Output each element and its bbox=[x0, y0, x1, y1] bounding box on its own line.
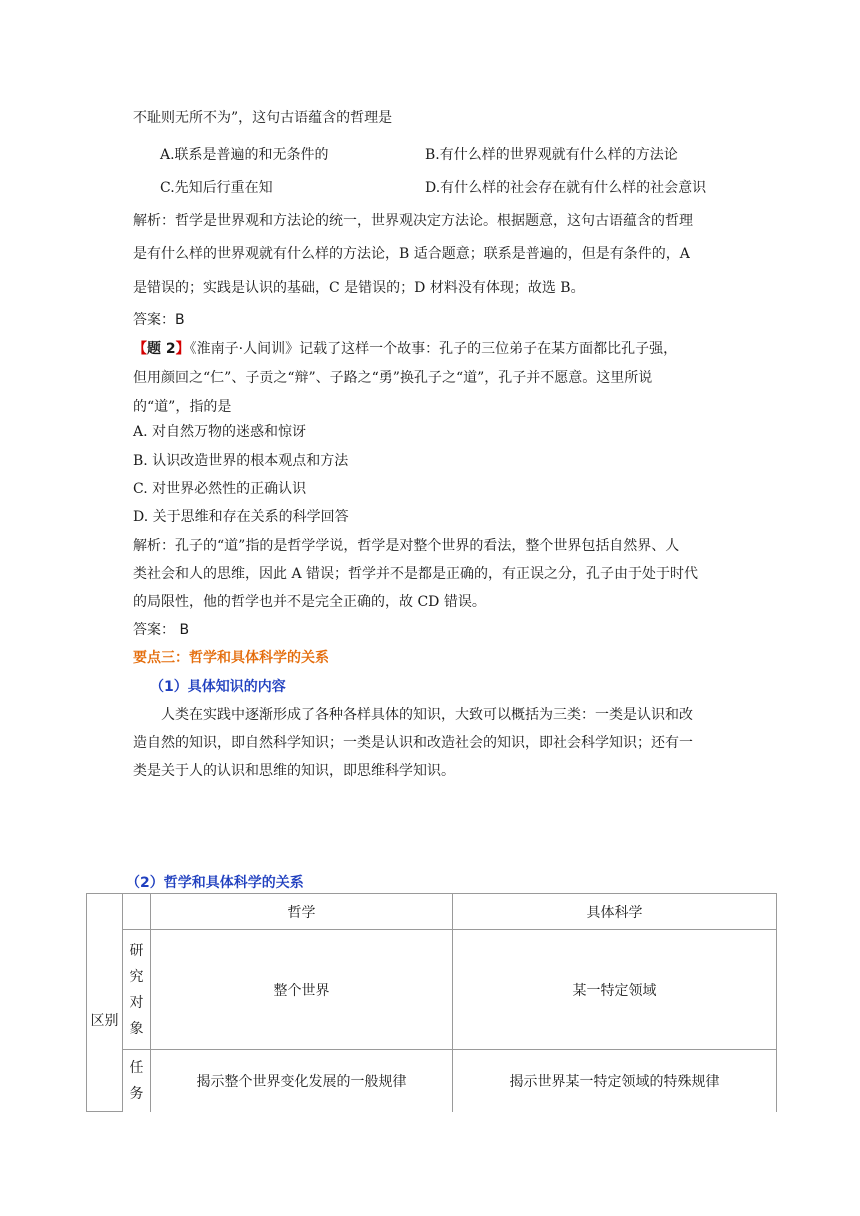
table-corner-cell bbox=[87, 894, 123, 930]
q1-option-b: B.有什么样的世界观就有什么样的方法论 bbox=[425, 147, 678, 163]
row-label-char: 究 bbox=[129, 968, 144, 985]
q2-stem-text-1: 《淮南子·人间训》记载了这样一个故事：孔子的三位弟子在某方面都比孔子强， bbox=[189, 341, 678, 357]
q1-option-d: D.有什么样的社会存在就有什么样的社会意识 bbox=[425, 180, 707, 196]
subheading-1: （1）具体知识的内容 bbox=[150, 679, 286, 695]
q1-answer: 答案：B bbox=[133, 312, 185, 328]
q2-stem-line-2: 但用颜回之“仁”、子贡之“辩”、子路之“勇”换孔子之“道”，孔子并不愿意。这里所说 bbox=[133, 370, 653, 386]
q2-analysis-line-1: 解析：孔子的“道”指的是哲学学说，哲学是对整个世界的看法，整个世界包括自然界、人 bbox=[133, 538, 680, 554]
table-row bbox=[87, 1050, 777, 1112]
q1-analysis-line-2: 是有什么样的世界观就有什么样的方法论，B 适合题意；联系是普遍的，但是有条件的，A bbox=[133, 246, 690, 262]
comparison-table bbox=[86, 893, 777, 1112]
q1-analysis-line-3: 是错误的；实践是认识的基础，C 是错误的；D 材料没有体现；故选 B。 bbox=[133, 280, 585, 296]
q2-answer: 答案： B bbox=[133, 622, 190, 638]
q2-option-a: A. 对自然万物的迷惑和惊讶 bbox=[133, 424, 307, 440]
row-label-char: 务 bbox=[129, 1085, 144, 1102]
section-heading: 要点三：哲学和具体科学的关系 bbox=[133, 650, 329, 666]
table-header-row bbox=[87, 894, 777, 930]
row-label-char: 研 bbox=[129, 942, 144, 959]
q1-option-a: A.联系是普遍的和无条件的 bbox=[160, 147, 329, 163]
cell-philosophy-task: 揭示整个世界变化发展的一般规律 bbox=[151, 1050, 453, 1112]
q2-option-b: B. 认识改造世界的根本观点和方法 bbox=[133, 453, 349, 469]
q2-stem-line-3: 的“道”，指的是 bbox=[133, 399, 232, 415]
q2-tag-label: 题 2 bbox=[147, 341, 176, 357]
row-label-char: 象 bbox=[129, 1020, 144, 1037]
row-label-task bbox=[123, 1050, 151, 1112]
header-philosophy: 哲学 bbox=[151, 894, 453, 930]
q2-analysis-line-3: 的局限性，他的哲学也并不是完全正确的，故 CD 错误。 bbox=[133, 594, 486, 610]
subheading-2: （2）哲学和具体科学的关系 bbox=[126, 875, 304, 891]
table-row bbox=[87, 930, 777, 1050]
q2-option-d: D. 关于思维和存在关系的科学回答 bbox=[133, 509, 349, 525]
q2-option-c: C. 对世界必然性的正确认识 bbox=[133, 481, 307, 497]
cell-science-object: 某一特定领域 bbox=[453, 930, 777, 1050]
cell-philosophy-object: 整个世界 bbox=[151, 930, 453, 1050]
q2-tag-close: 】 bbox=[175, 341, 190, 357]
header-science: 具体科学 bbox=[453, 894, 777, 930]
row-label-research-object bbox=[123, 930, 151, 1050]
q1-option-c: C.先知后行重在知 bbox=[160, 180, 273, 196]
cell-science-task: 揭示世界某一特定领域的特殊规律 bbox=[453, 1050, 777, 1112]
q2-tag-open: 【 bbox=[133, 341, 147, 357]
row-label-char: 对 bbox=[129, 994, 144, 1011]
q2-analysis-line-2: 类社会和人的思维，因此 A 错误；哲学并不是都是正确的，有正误之分，孔子由于处于时代 bbox=[133, 566, 699, 582]
paragraph-line-1: 人类在实践中逐渐形成了各种各样具体的知识，大致可以概括为三类：一类是认识和改 bbox=[161, 707, 693, 723]
group-label: 区别 bbox=[87, 930, 123, 1112]
q1-analysis-line-1: 解析：哲学是世界观和方法论的统一，世界观决定方法论。根据题意，这句古语蕴含的哲理 bbox=[133, 213, 693, 229]
row-label-char: 任 bbox=[129, 1059, 144, 1076]
paragraph-line-3: 类是关于人的认识和思维的知识，即思维科学知识。 bbox=[133, 763, 455, 779]
paragraph-line-2: 造自然的知识，即自然科学知识；一类是认识和改造社会的知识，即社会科学知识；还有一 bbox=[133, 735, 693, 751]
q2-stem-line-1 bbox=[133, 339, 677, 359]
q1-stem-tail: 不耻则无所不为”，这句古语蕴含的哲理是 bbox=[133, 110, 393, 126]
table-corner-cell-2 bbox=[123, 894, 151, 930]
